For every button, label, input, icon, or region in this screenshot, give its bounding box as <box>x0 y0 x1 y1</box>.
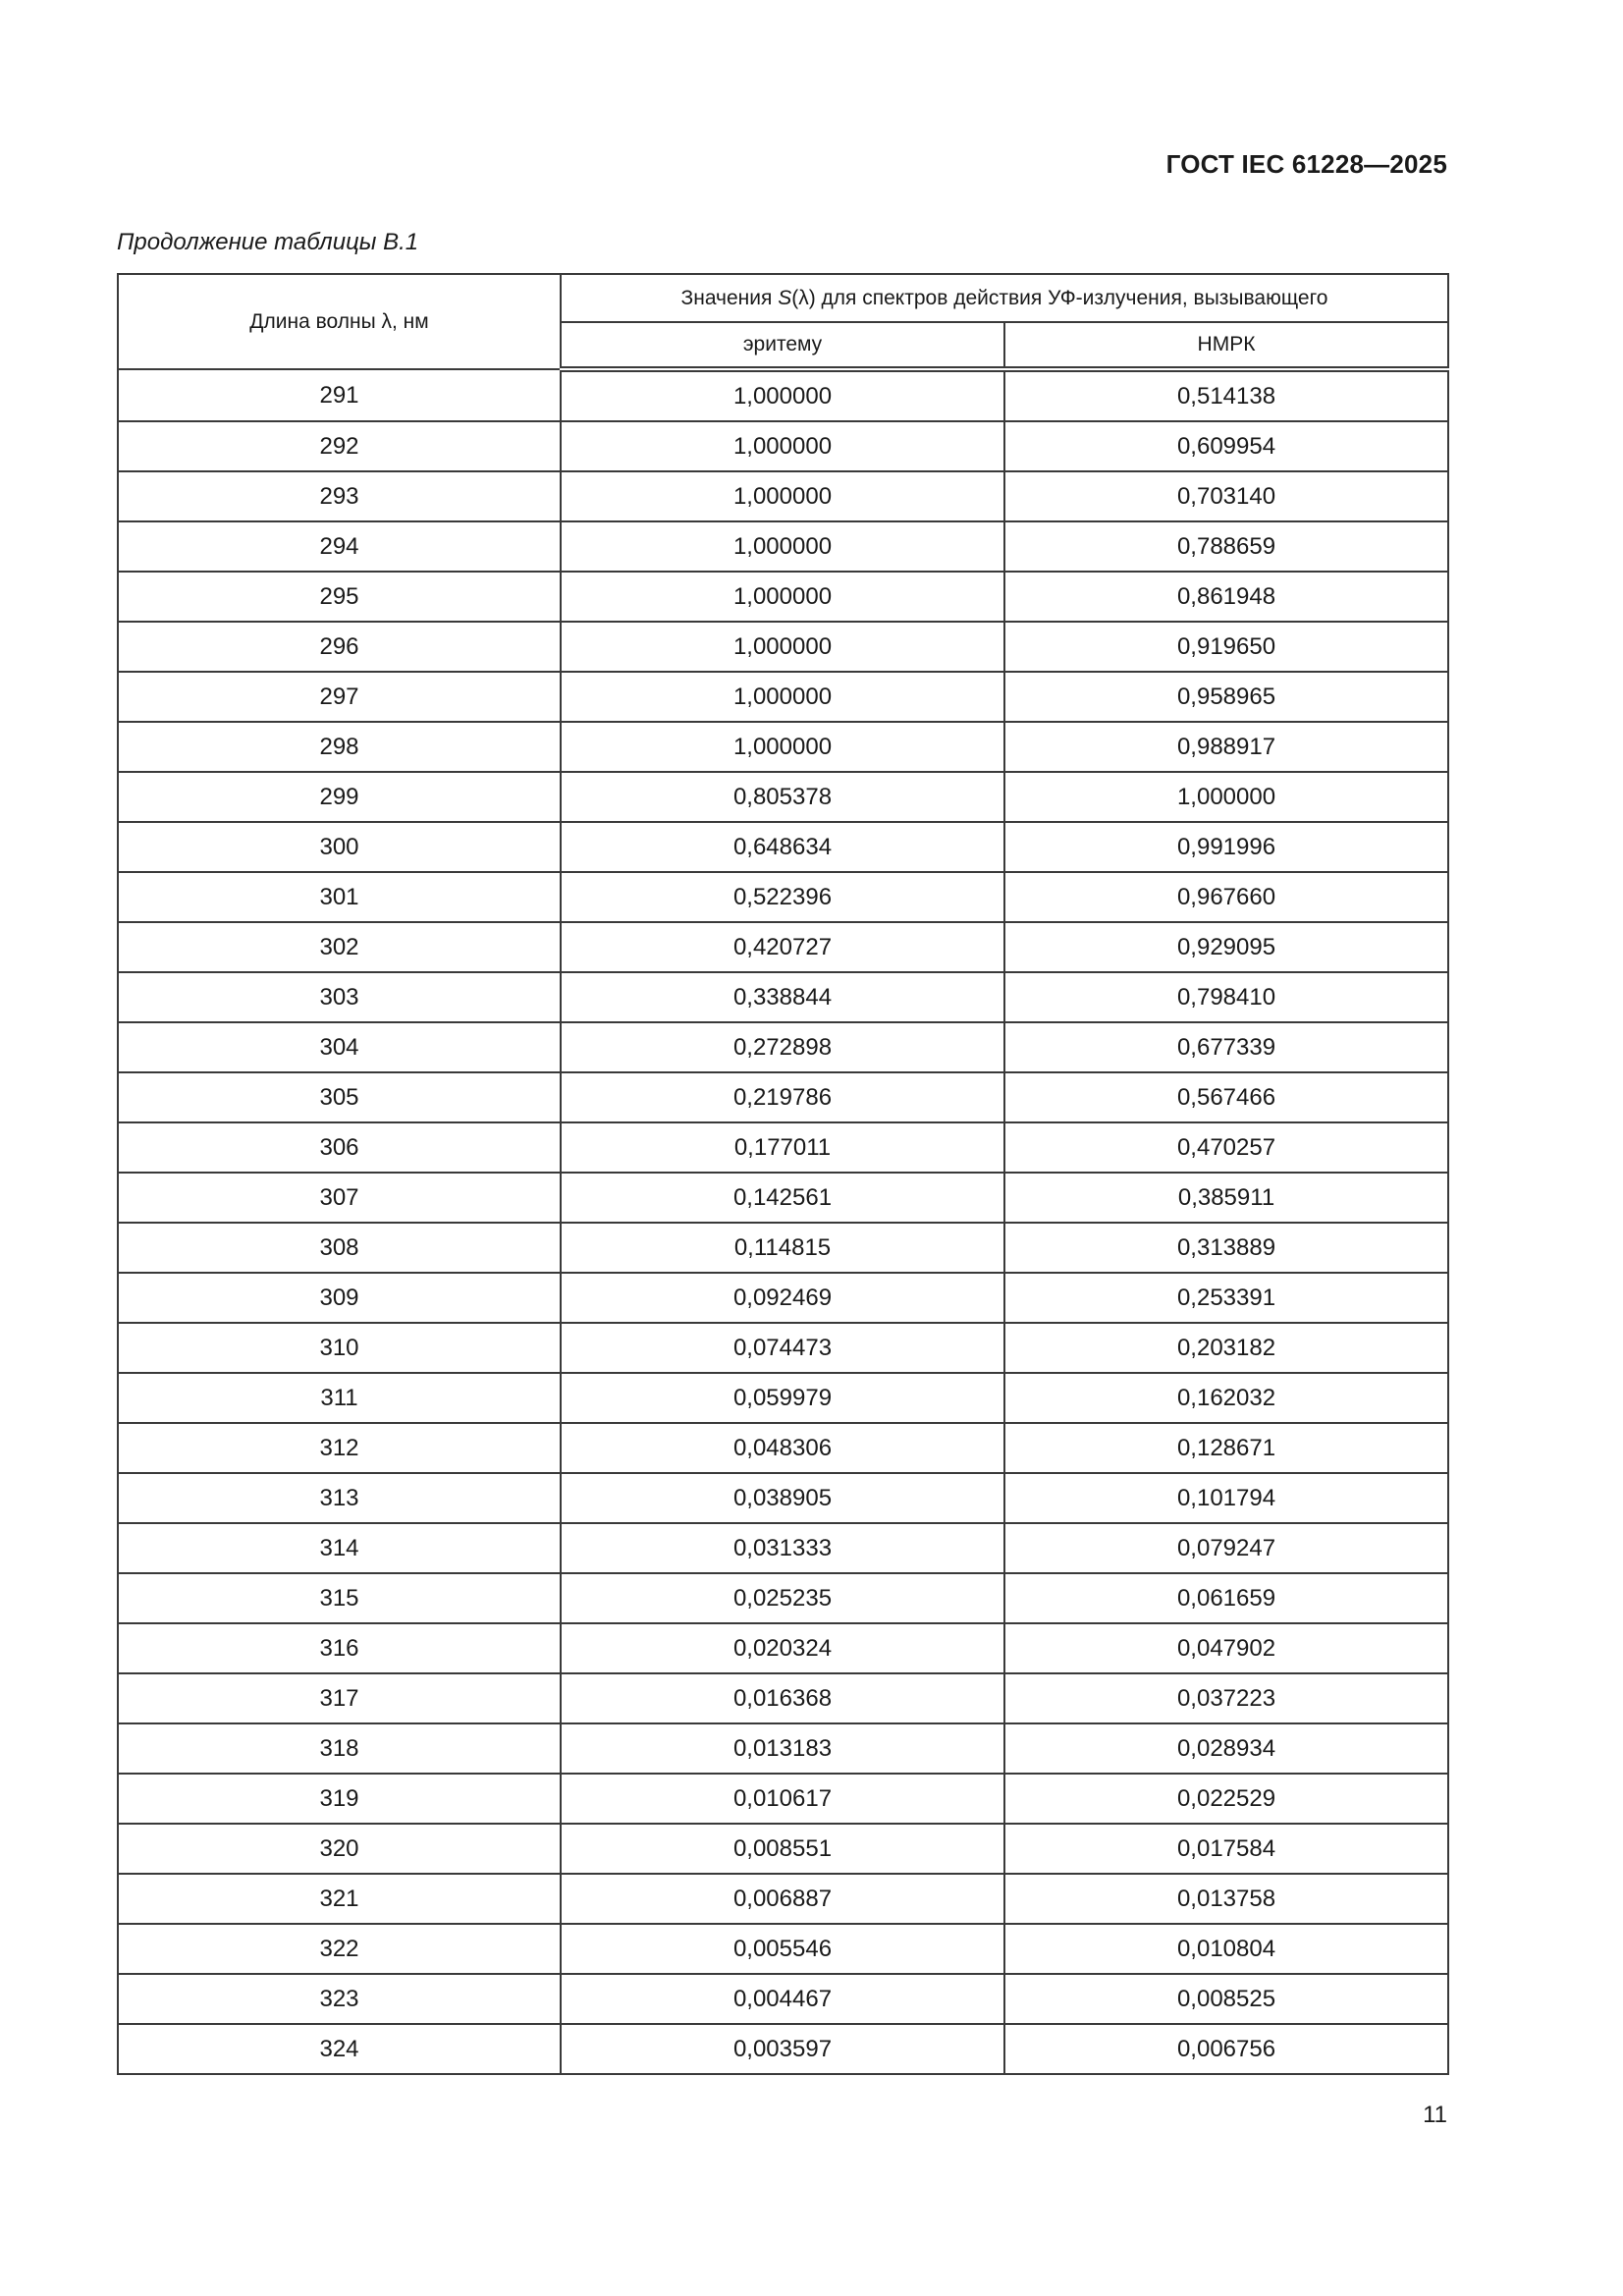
cell-nmsc: 1,000000 <box>1004 772 1448 822</box>
header-erythema: эритему <box>561 322 1004 369</box>
table-row <box>118 872 1448 922</box>
cell-erythema: 1,000000 <box>561 622 1004 672</box>
table-row <box>118 1323 1448 1373</box>
cell-erythema: 0,219786 <box>561 1072 1004 1122</box>
table-row <box>118 1874 1448 1924</box>
cell-wavelength: 310 <box>118 1323 561 1373</box>
cell-wavelength: 302 <box>118 922 561 972</box>
table-row <box>118 622 1448 672</box>
table-row <box>118 1122 1448 1173</box>
cell-erythema: 0,420727 <box>561 922 1004 972</box>
cell-nmsc: 0,203182 <box>1004 1323 1448 1373</box>
cell-wavelength: 316 <box>118 1623 561 1673</box>
cell-nmsc: 0,008525 <box>1004 1974 1448 2024</box>
cell-erythema: 0,020324 <box>561 1623 1004 1673</box>
cell-nmsc: 0,010804 <box>1004 1924 1448 1974</box>
cell-nmsc: 0,028934 <box>1004 1723 1448 1774</box>
cell-nmsc: 0,677339 <box>1004 1022 1448 1072</box>
cell-nmsc: 0,079247 <box>1004 1523 1448 1573</box>
cell-nmsc: 0,861948 <box>1004 572 1448 622</box>
cell-erythema: 0,025235 <box>561 1573 1004 1623</box>
cell-wavelength: 296 <box>118 622 561 672</box>
cell-wavelength: 301 <box>118 872 561 922</box>
cell-nmsc: 0,017584 <box>1004 1824 1448 1874</box>
cell-nmsc: 0,101794 <box>1004 1473 1448 1523</box>
cell-erythema: 1,000000 <box>561 521 1004 572</box>
cell-wavelength: 304 <box>118 1022 561 1072</box>
cell-nmsc: 0,567466 <box>1004 1072 1448 1122</box>
table-row <box>118 772 1448 822</box>
cell-wavelength: 318 <box>118 1723 561 1774</box>
cell-erythema: 0,059979 <box>561 1373 1004 1423</box>
cell-nmsc: 0,958965 <box>1004 672 1448 722</box>
cell-wavelength: 292 <box>118 421 561 471</box>
cell-wavelength: 308 <box>118 1223 561 1273</box>
header-action-spectra-group <box>561 274 1448 322</box>
cell-erythema: 0,048306 <box>561 1423 1004 1473</box>
header-group-suffix: (λ) для спектров действия УФ-излучения, вызывающего <box>791 286 1328 309</box>
table-caption: Продолжение таблицы В.1 <box>117 229 419 255</box>
table-row <box>118 1623 1448 1673</box>
cell-wavelength: 307 <box>118 1173 561 1223</box>
cell-nmsc: 0,991996 <box>1004 822 1448 872</box>
cell-erythema: 0,074473 <box>561 1323 1004 1373</box>
cell-nmsc: 0,013758 <box>1004 1874 1448 1924</box>
table-row <box>118 1373 1448 1423</box>
cell-wavelength: 303 <box>118 972 561 1022</box>
table-row <box>118 1924 1448 1974</box>
table-body <box>118 369 1448 2074</box>
spectral-weighting-table <box>117 273 1449 2075</box>
cell-nmsc: 0,514138 <box>1004 369 1448 421</box>
cell-erythema: 0,006887 <box>561 1874 1004 1924</box>
cell-nmsc: 0,006756 <box>1004 2024 1448 2074</box>
table-row <box>118 1072 1448 1122</box>
cell-wavelength: 305 <box>118 1072 561 1122</box>
table-row <box>118 672 1448 722</box>
cell-erythema: 0,648634 <box>561 822 1004 872</box>
cell-erythema: 0,338844 <box>561 972 1004 1022</box>
cell-nmsc: 0,788659 <box>1004 521 1448 572</box>
header-group-symbol: S <box>778 286 792 309</box>
cell-wavelength: 291 <box>118 369 561 421</box>
cell-wavelength: 321 <box>118 1874 561 1924</box>
cell-nmsc: 0,162032 <box>1004 1373 1448 1423</box>
cell-nmsc: 0,022529 <box>1004 1774 1448 1824</box>
cell-wavelength: 322 <box>118 1924 561 1974</box>
cell-erythema: 1,000000 <box>561 722 1004 772</box>
table-row <box>118 1573 1448 1623</box>
cell-wavelength: 315 <box>118 1573 561 1623</box>
cell-nmsc: 0,047902 <box>1004 1623 1448 1673</box>
cell-wavelength: 309 <box>118 1273 561 1323</box>
cell-erythema: 0,016368 <box>561 1673 1004 1723</box>
cell-wavelength: 313 <box>118 1473 561 1523</box>
cell-nmsc: 0,929095 <box>1004 922 1448 972</box>
cell-wavelength: 311 <box>118 1373 561 1423</box>
cell-erythema: 1,000000 <box>561 471 1004 521</box>
table-row <box>118 1473 1448 1523</box>
cell-erythema: 0,177011 <box>561 1122 1004 1173</box>
cell-erythema: 0,008551 <box>561 1824 1004 1874</box>
cell-wavelength: 319 <box>118 1774 561 1824</box>
cell-nmsc: 0,385911 <box>1004 1173 1448 1223</box>
cell-erythema: 0,004467 <box>561 1974 1004 2024</box>
cell-erythema: 0,114815 <box>561 1223 1004 1273</box>
cell-wavelength: 312 <box>118 1423 561 1473</box>
table-row <box>118 1022 1448 1072</box>
table-row <box>118 521 1448 572</box>
table-row <box>118 722 1448 772</box>
cell-nmsc: 0,313889 <box>1004 1223 1448 1273</box>
cell-erythema: 0,005546 <box>561 1924 1004 1974</box>
table-header <box>118 274 1448 369</box>
cell-nmsc: 0,470257 <box>1004 1122 1448 1173</box>
table-row <box>118 1223 1448 1273</box>
cell-erythema: 1,000000 <box>561 672 1004 722</box>
table-row <box>118 2024 1448 2074</box>
cell-wavelength: 294 <box>118 521 561 572</box>
cell-nmsc: 0,128671 <box>1004 1423 1448 1473</box>
cell-nmsc: 0,037223 <box>1004 1673 1448 1723</box>
header-group-prefix: Значения <box>680 286 779 309</box>
cell-nmsc: 0,609954 <box>1004 421 1448 471</box>
cell-nmsc: 0,253391 <box>1004 1273 1448 1323</box>
table-row <box>118 922 1448 972</box>
cell-erythema: 1,000000 <box>561 369 1004 421</box>
table-row <box>118 822 1448 872</box>
table-row <box>118 421 1448 471</box>
table-row <box>118 1273 1448 1323</box>
table-row <box>118 972 1448 1022</box>
cell-erythema: 0,013183 <box>561 1723 1004 1774</box>
document-code: ГОСТ IEC 61228—2025 <box>1165 149 1447 179</box>
cell-wavelength: 306 <box>118 1122 561 1173</box>
cell-wavelength: 323 <box>118 1974 561 2024</box>
header-nmsc: НМРК <box>1004 322 1448 369</box>
cell-wavelength: 299 <box>118 772 561 822</box>
cell-erythema: 0,003597 <box>561 2024 1004 2074</box>
cell-nmsc: 0,919650 <box>1004 622 1448 672</box>
cell-erythema: 0,805378 <box>561 772 1004 822</box>
cell-wavelength: 300 <box>118 822 561 872</box>
cell-nmsc: 0,703140 <box>1004 471 1448 521</box>
cell-wavelength: 320 <box>118 1824 561 1874</box>
cell-erythema: 1,000000 <box>561 572 1004 622</box>
cell-nmsc: 0,967660 <box>1004 872 1448 922</box>
cell-nmsc: 0,988917 <box>1004 722 1448 772</box>
header-wavelength: Длина волны λ, нм <box>118 274 561 369</box>
cell-erythema: 0,272898 <box>561 1022 1004 1072</box>
cell-wavelength: 293 <box>118 471 561 521</box>
cell-erythema: 0,142561 <box>561 1173 1004 1223</box>
table-row <box>118 1523 1448 1573</box>
cell-erythema: 0,092469 <box>561 1273 1004 1323</box>
table-row <box>118 1173 1448 1223</box>
table-row <box>118 471 1448 521</box>
table-row <box>118 572 1448 622</box>
cell-wavelength: 314 <box>118 1523 561 1573</box>
table-row <box>118 1824 1448 1874</box>
table-row <box>118 1774 1448 1824</box>
cell-wavelength: 317 <box>118 1673 561 1723</box>
cell-wavelength: 297 <box>118 672 561 722</box>
page-number: 11 <box>1423 2102 1447 2128</box>
table-row <box>118 1723 1448 1774</box>
table-row <box>118 1423 1448 1473</box>
cell-erythema: 0,038905 <box>561 1473 1004 1523</box>
cell-wavelength: 324 <box>118 2024 561 2074</box>
cell-erythema: 0,010617 <box>561 1774 1004 1824</box>
cell-nmsc: 0,061659 <box>1004 1573 1448 1623</box>
cell-nmsc: 0,798410 <box>1004 972 1448 1022</box>
table-row <box>118 1974 1448 2024</box>
cell-erythema: 0,522396 <box>561 872 1004 922</box>
cell-erythema: 1,000000 <box>561 421 1004 471</box>
cell-wavelength: 298 <box>118 722 561 772</box>
cell-erythema: 0,031333 <box>561 1523 1004 1573</box>
cell-wavelength: 295 <box>118 572 561 622</box>
table-row <box>118 1673 1448 1723</box>
table-row <box>118 369 1448 421</box>
